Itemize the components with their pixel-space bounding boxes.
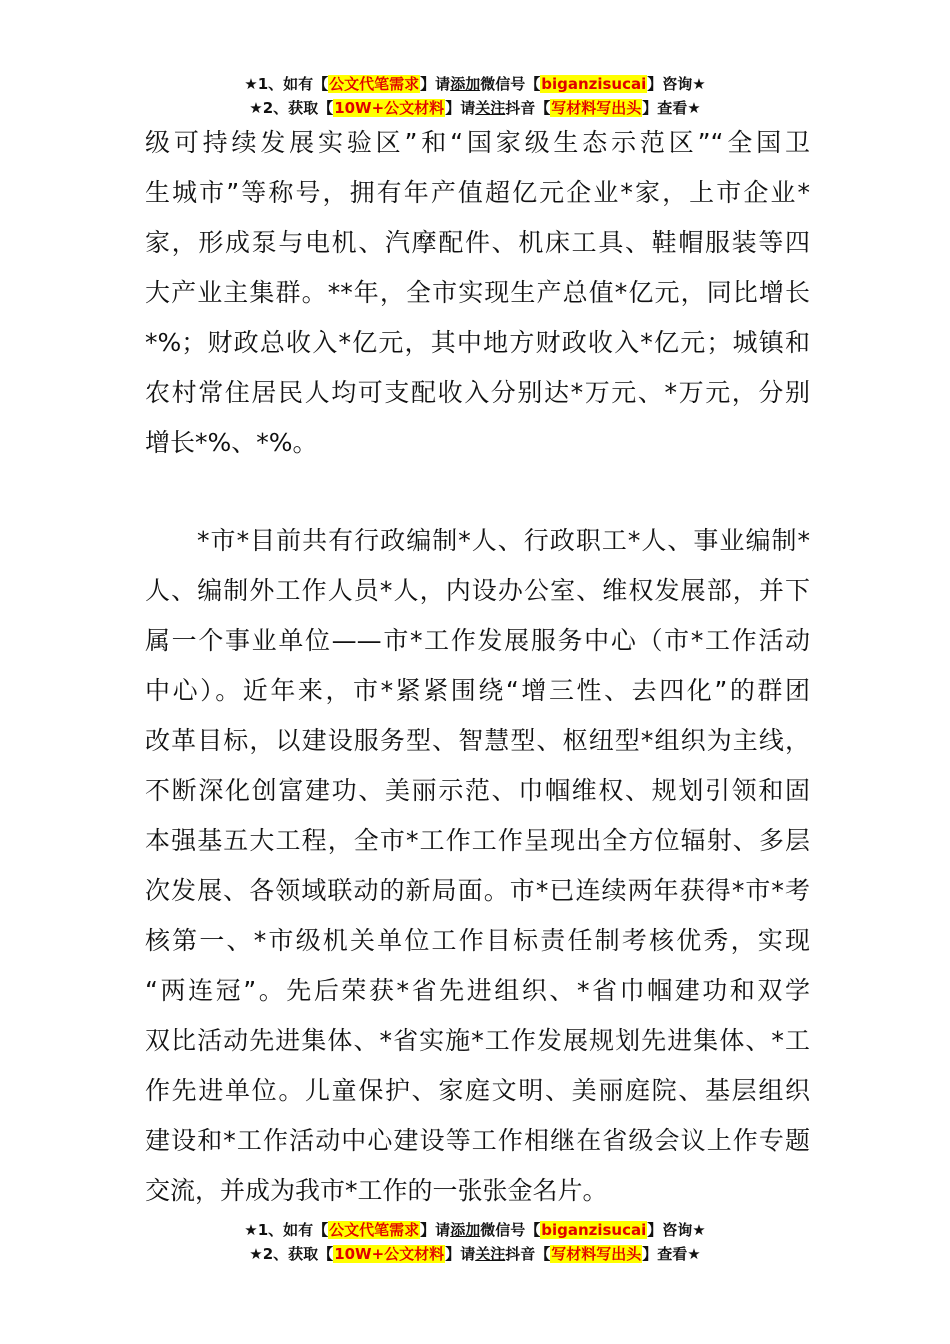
body-paragraph-2	[145, 516, 810, 1216]
paragraph-line: 本强基五大工程，全市*工作工作呈现出全方位辐射、多层	[145, 826, 810, 855]
paragraph-line: 生城市”等称号，拥有年产值超亿元企业*家，上市企业*	[145, 178, 810, 207]
header-promo-line-2	[0, 96, 950, 120]
promo-text: 微信号【	[480, 1221, 541, 1239]
paragraph-line: *%；财政总收入*亿元，其中地方财政收入*亿元；城镇和	[145, 328, 810, 357]
promo-underline-add: 添加	[450, 1221, 481, 1239]
promo-text: 】咨询★	[647, 75, 706, 93]
promo-highlight-wechat-id: biganzisucai	[541, 1221, 647, 1239]
promo-highlight-douyin-account: 写材料写出头	[551, 99, 642, 117]
promo-highlight-materials: 10W+公文材料	[334, 99, 445, 117]
promo-underline-add: 添加	[450, 75, 481, 93]
paragraph-line: 大产业主集群。**年，全市实现生产总值*亿元，同比增长	[145, 278, 810, 307]
promo-text: 】查看★	[642, 99, 701, 117]
promo-underline-follow: 关注	[475, 1245, 506, 1263]
header-promo-banner	[0, 72, 950, 120]
paragraph-line: 改革目标，以建设服务型、智慧型、枢纽型*组织为主线，	[145, 726, 810, 755]
promo-highlight-materials: 10W+公文材料	[334, 1245, 445, 1263]
promo-text: ★2、获取【	[249, 99, 334, 117]
promo-text: ★1、如有【	[244, 75, 329, 93]
paragraph-line: 级可持续发展实验区”和“国家级生态示范区”“全国卫	[145, 128, 810, 157]
paragraph-line: 人、编制外工作人员*人，内设办公室、维权发展部，并下	[145, 576, 810, 605]
promo-text: 抖音【	[505, 1245, 551, 1263]
paragraph-line: 建设和*工作活动中心建设等工作相继在省级会议上作专题	[145, 1126, 810, 1155]
paragraph-line: 双比活动先进集体、*省实施*工作发展规划先进集体、*工	[145, 1026, 810, 1055]
promo-highlight-wechat-id: biganzisucai	[541, 75, 647, 93]
paragraph-line: 家，形成泵与电机、汽摩配件、机床工具、鞋帽服装等四	[145, 228, 810, 257]
promo-text: 抖音【	[505, 99, 551, 117]
footer-promo-line-2	[0, 1242, 950, 1266]
promo-highlight-writing-service: 公文代笔需求	[329, 1221, 420, 1239]
paragraph-line: 农村常住居民人均可支配收入分别达*万元、*万元，分别	[145, 378, 810, 407]
promo-text: 】请	[445, 1245, 476, 1263]
promo-underline-follow: 关注	[475, 99, 506, 117]
paragraph-line: “两连冠”。先后荣获*省先进组织、*省巾帼建功和双学	[145, 976, 810, 1005]
paragraph-line: *市*目前共有行政编制*人、行政职工*人、事业编制*	[145, 526, 810, 555]
promo-text: 】请	[420, 75, 451, 93]
paragraph-line: 中心）。近年来，市*紧紧围绕“增三性、去四化”的群团	[145, 676, 810, 705]
paragraph-line: 属一个事业单位——市*工作发展服务中心（市*工作活动	[145, 626, 810, 655]
promo-highlight-douyin-account: 写材料写出头	[551, 1245, 642, 1263]
promo-text: 】查看★	[642, 1245, 701, 1263]
header-promo-line-1	[0, 72, 950, 96]
promo-text: 微信号【	[480, 75, 541, 93]
paragraph-line: 不断深化创富建功、美丽示范、巾帼维权、规划引领和固	[145, 776, 810, 805]
paragraph-line: 次发展、各领域联动的新局面。市*已连续两年获得*市*考	[145, 876, 810, 905]
promo-text: 】请	[445, 99, 476, 117]
footer-promo-line-1	[0, 1218, 950, 1242]
promo-text: ★1、如有【	[244, 1221, 329, 1239]
paragraph-line: 交流，并成为我市*工作的一张张金名片。	[145, 1176, 608, 1205]
paragraph-line: 增长*%、*%。	[145, 428, 318, 457]
footer-promo-banner	[0, 1218, 950, 1266]
promo-text: 】咨询★	[647, 1221, 706, 1239]
paragraph-line: 作先进单位。儿童保护、家庭文明、美丽庭院、基层组织	[145, 1076, 810, 1105]
promo-text: ★2、获取【	[249, 1245, 334, 1263]
promo-text: 】请	[420, 1221, 451, 1239]
promo-highlight-writing-service: 公文代笔需求	[329, 75, 420, 93]
paragraph-line: 核第一、*市级机关单位工作目标责任制考核优秀，实现	[145, 926, 810, 955]
body-paragraph-1	[145, 118, 810, 468]
